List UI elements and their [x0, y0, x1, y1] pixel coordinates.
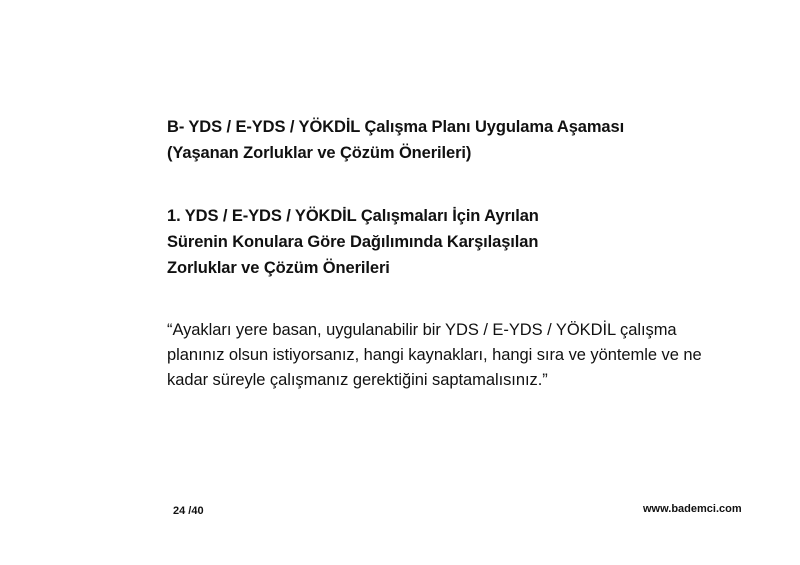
section-heading-line-2: (Yaşanan Zorluklar ve Çözüm Önerileri): [167, 144, 472, 162]
website-link[interactable]: www.bademci.com: [643, 503, 742, 515]
quote-paragraph: [167, 318, 702, 393]
section-heading-line-1: B- YDS / E-YDS / YÖKDİL Çalışma Planı Uygulama Aşaması: [167, 118, 625, 136]
subsection-heading-line-3: Zorluklar ve Çözüm Önerileri: [167, 259, 390, 277]
subsection-heading-line-1: 1. YDS / E-YDS / YÖKDİL Çalışmaları İçin Ayrılan: [167, 207, 539, 225]
section-heading: [167, 114, 624, 166]
page-number: 24 /40: [173, 505, 204, 517]
quote-line-2: planınız olsun istiyorsanız, hangi kaynakları, hangi sıra ve yöntemle ve ne: [167, 346, 702, 364]
quote-line-1: “Ayakları yere basan, uygulanabilir bir YDS / E-YDS / YÖKDİL çalışma: [167, 321, 677, 339]
quote-line-3: kadar süreyle çalışmanız gerektiğini saptamalısınız.”: [167, 371, 548, 389]
subsection-heading-line-2: Sürenin Konulara Göre Dağılımında Karşılaşılan: [167, 233, 539, 251]
subsection-heading: [167, 203, 539, 281]
